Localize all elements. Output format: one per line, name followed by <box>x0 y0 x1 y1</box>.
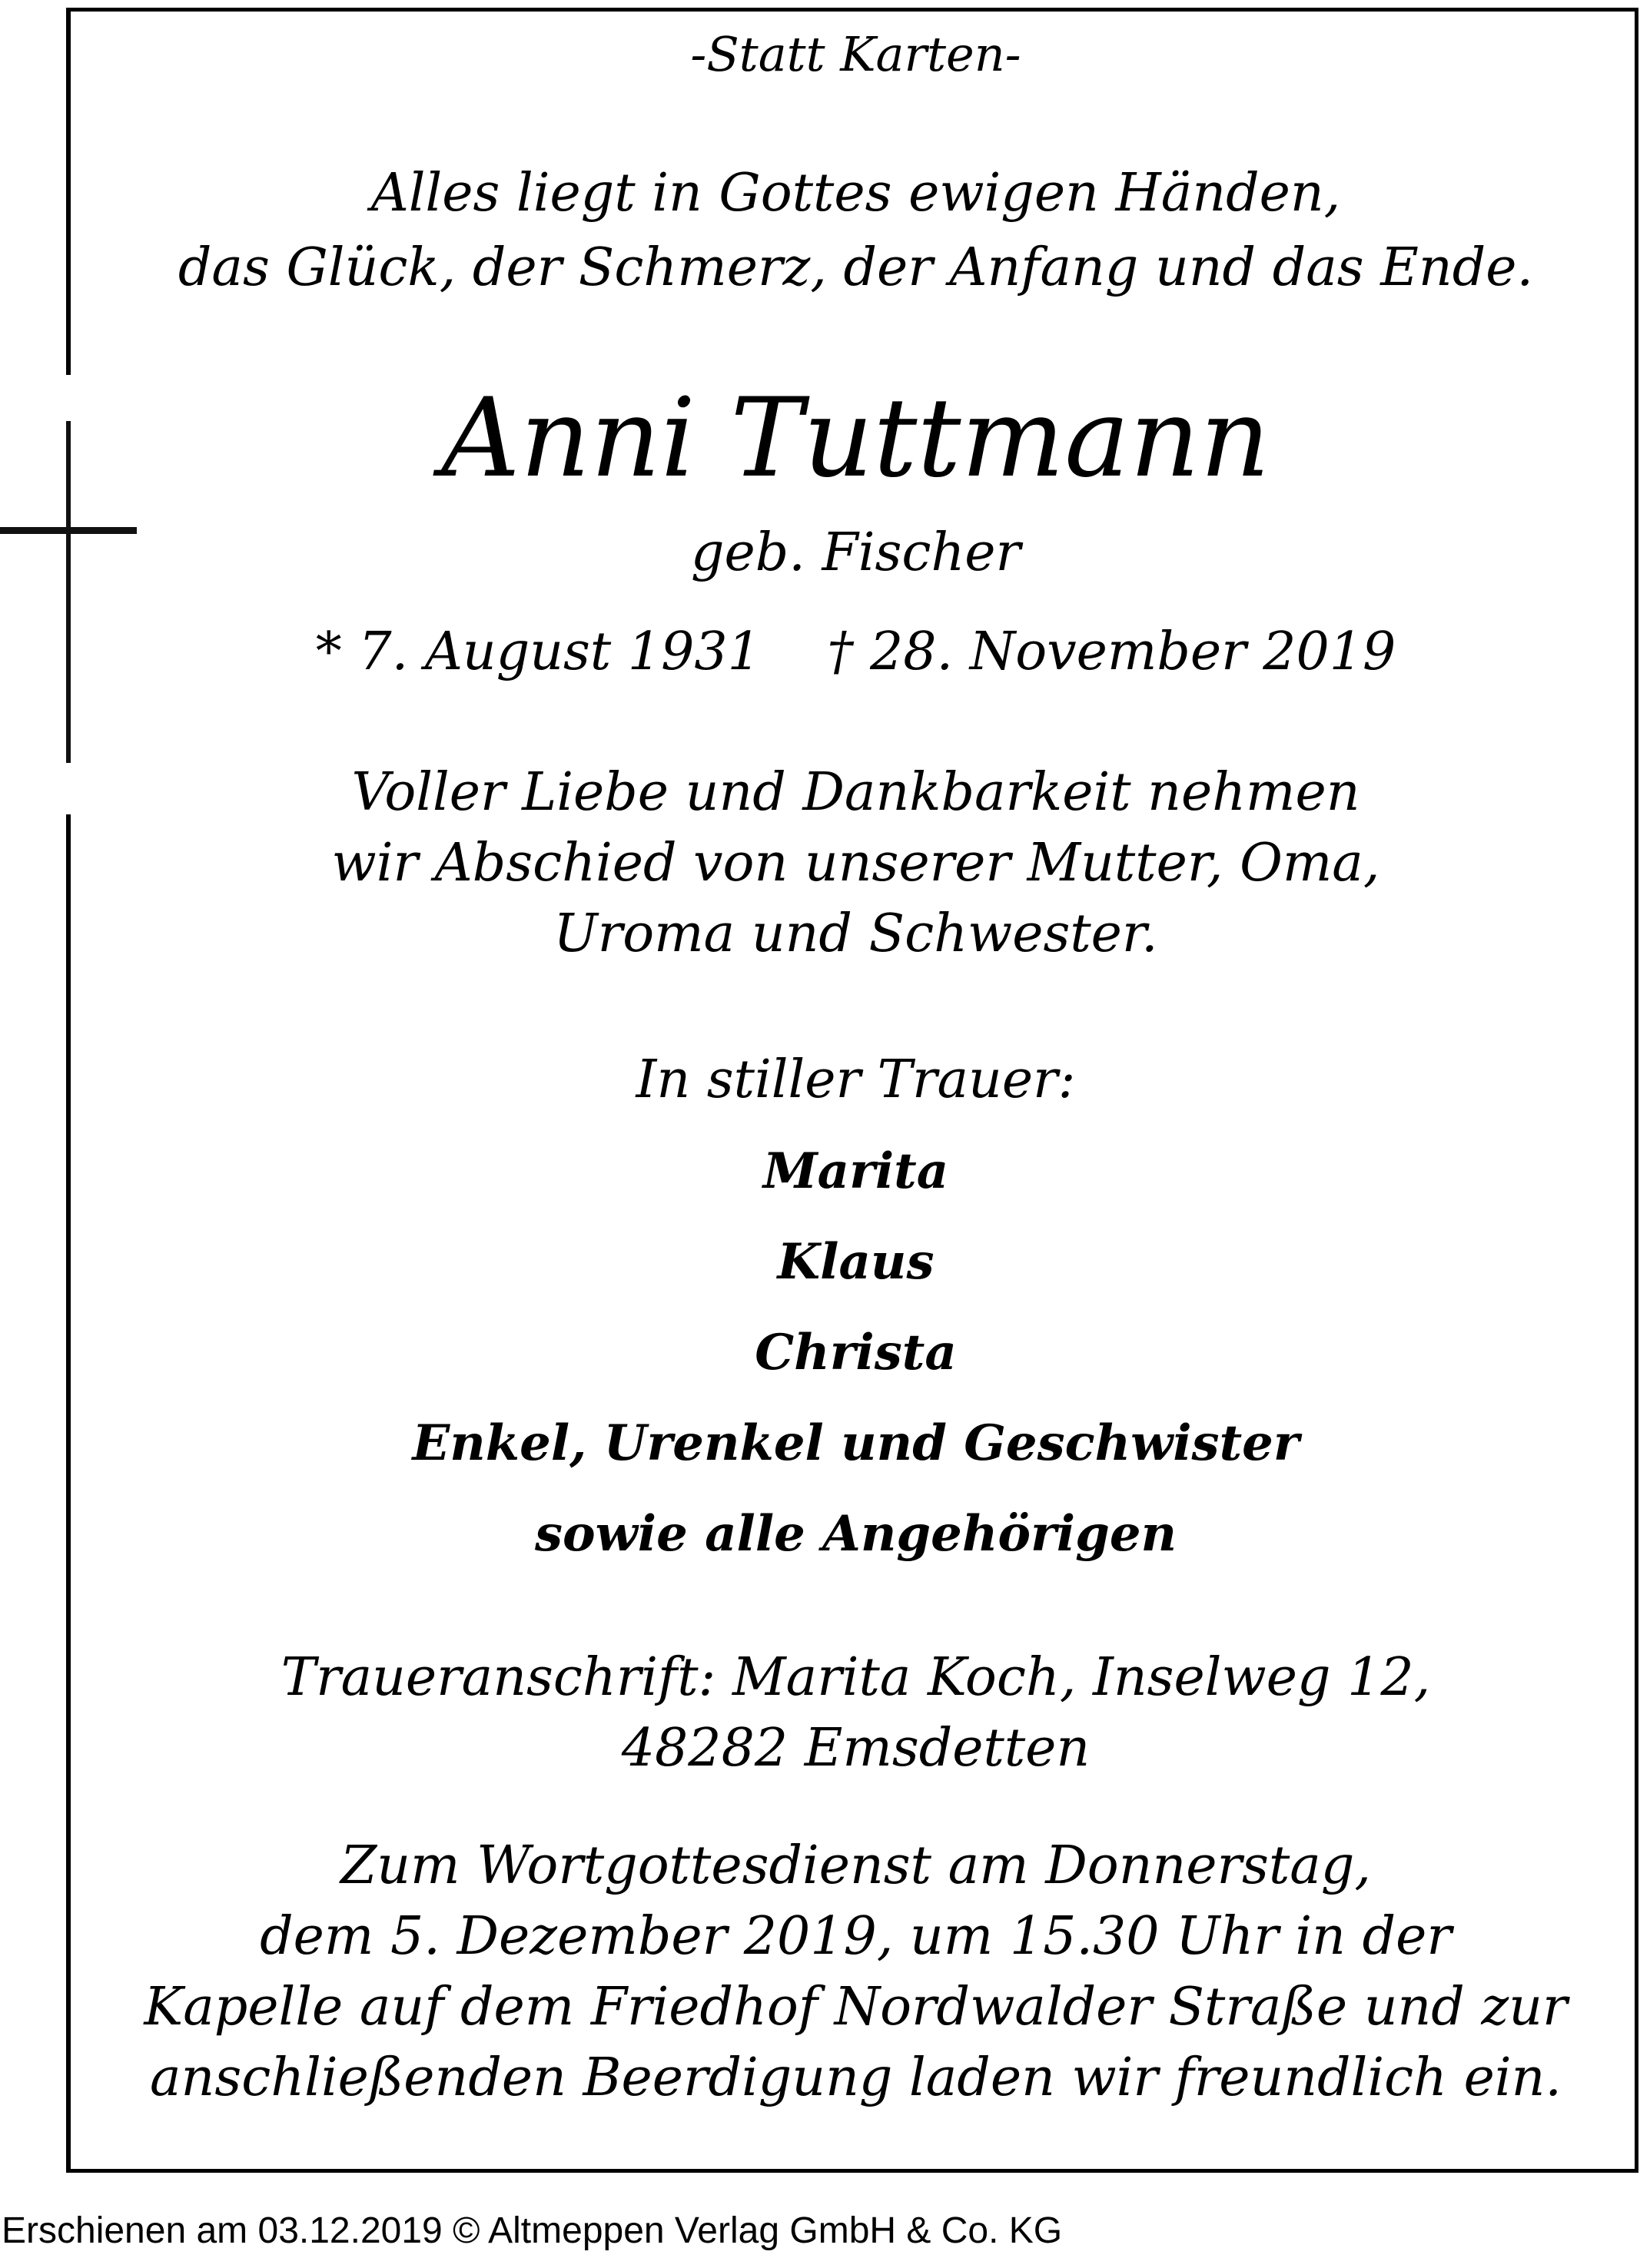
cross-vertical-bar <box>66 421 71 763</box>
life-dates: * 7. August 1931 † 28. November 2019 <box>315 622 1396 682</box>
address-line-2: 48282 Emsdetten <box>621 1718 1091 1779</box>
farewell-line-2: wir Abschied von unserer Mutter, Oma, <box>331 833 1380 894</box>
quote-line-2: das Glück, der Schmerz, der Anfang und das Ende. <box>178 237 1534 298</box>
mourner-4: Enkel, Urenkel und Geschwister <box>412 1414 1300 1472</box>
farewell-line-1: Voller Liebe und Dankbarkeit nehmen <box>351 762 1360 823</box>
mourner-3: Christa <box>755 1324 957 1381</box>
frame-left-edge-bottom <box>66 814 71 2173</box>
mourner-2: Klaus <box>777 1233 935 1291</box>
publication-footer: Erschienen am 03.12.2019 © Altmeppen Verlag GmbH & Co. KG <box>2 2210 1063 2251</box>
mourning-intro: In stiller Trauer: <box>636 1049 1076 1110</box>
address-line-1: Traueranschrift: Marita Koch, Inselweg 12, <box>281 1647 1431 1708</box>
service-line-2: dem 5. Dezember 2019, um 15.30 Uhr in der <box>260 1906 1452 1967</box>
maiden-name: geb. Fischer <box>691 522 1021 583</box>
farewell-line-3: Uroma und Schwester. <box>553 904 1158 964</box>
quote-line-1: Alles liegt in Gottes ewigen Händen, <box>370 163 1341 224</box>
deceased-name: Anni Tuttmann <box>441 375 1270 502</box>
service-line-1: Zum Wortgottesdienst am Donnerstag, <box>340 1835 1371 1896</box>
frame-left-edge-top <box>66 8 71 375</box>
service-line-3: Kapelle auf dem Friedhof Nordwalder Straße und zur <box>144 1977 1568 2038</box>
mourner-5: sowie alle Angehörigen <box>534 1505 1177 1563</box>
mourner-1: Marita <box>762 1142 949 1200</box>
service-line-4: anschließenden Beerdigung laden wir freundlich ein. <box>150 2048 1562 2108</box>
notice-header: -Statt Karten- <box>690 26 1021 82</box>
